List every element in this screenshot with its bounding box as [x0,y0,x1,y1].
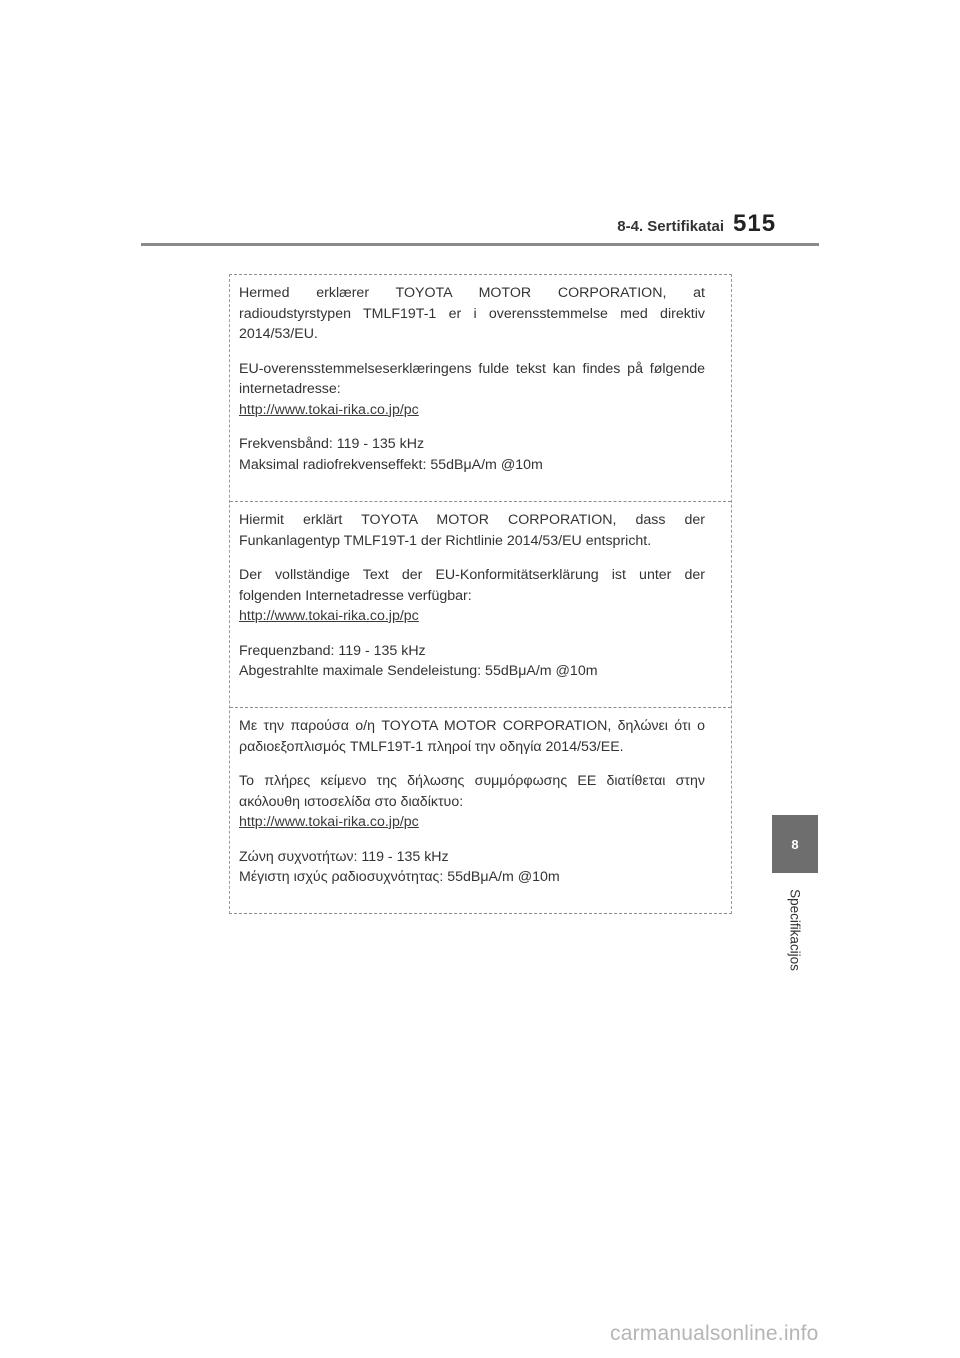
watermark: carmanualsonline.info [610,1322,819,1345]
page-number: 515 [733,210,777,237]
max-power: Μέγιστη ισχύς ραδιοσυχνότητας: 55dBμA/m @10m [239,869,560,885]
max-power: Maksimal radiofrekvenseffekt: 55dBμA/m @10m [239,456,543,473]
section-title: 8-4. Sertifikatai [617,218,724,235]
fulltext-intro: EU-overensstemmelseserklæringens fulde tekst kan findes på følgende internetadresse: [239,360,705,397]
frequency-band: Frekvensbånd: 119 - 135 kHz [239,436,425,452]
declaration-german [230,501,731,707]
declaration-link[interactable]: http://www.tokai-rika.co.jp/pc [239,608,419,624]
header-divider [141,243,819,246]
declaration-greek [230,707,731,913]
declaration-link[interactable]: http://www.tokai-rika.co.jp/pc [239,401,419,418]
frequency-band: Frequenzband: 119 - 135 kHz [239,642,426,659]
declaration-box [229,274,732,914]
frequency-band: Ζώνη συχνοτήτων: 119 - 135 kHz [239,848,449,865]
fulltext-intro: Το πλήρες κείμενο της δήλωσης συμμόρφωσης ΕΕ διατίθεται στην ακόλουθη ιστοσελίδα στο διαδίκτυο: [239,773,705,810]
declaration-link[interactable]: http://www.tokai-rika.co.jp/pc [239,814,419,830]
statement-text: Hiermit erklärt TOYOTA MOTOR CORPORATION, dass der Funkanlagentyp TMLF19T-1 der Richtlinie 2014/53/EU entspricht. [239,512,705,549]
statement-text: Hermed erklærer TOYOTA MOTOR CORPORATION, at radioudstyrstypen TMLF19T-1 er i overensstemmelse med direktiv 2014/53/EU. [239,285,705,342]
page-header [0,0,960,250]
chapter-number: 8 [791,836,799,852]
chapter-label: Specifikacijos [787,889,803,971]
chapter-tab[interactable] [772,815,818,873]
max-power: Abgestrahlte maximale Sendeleistung: 55dBμA/m @10m [239,663,598,679]
declaration-danish [230,275,731,501]
fulltext-intro: Der vollständige Text der EU-Konformitätserklärung ist unter der folgenden Internetadresse verfügbar: [239,567,705,604]
statement-text: Με την παρούσα ο/η TOYOTA MOTOR CORPORATION, δηλώνει ότι ο ραδιοεξοπλισμός TMLF19T-1 πληροί την οδηγία 2014/53/ΕΕ. [239,718,705,755]
